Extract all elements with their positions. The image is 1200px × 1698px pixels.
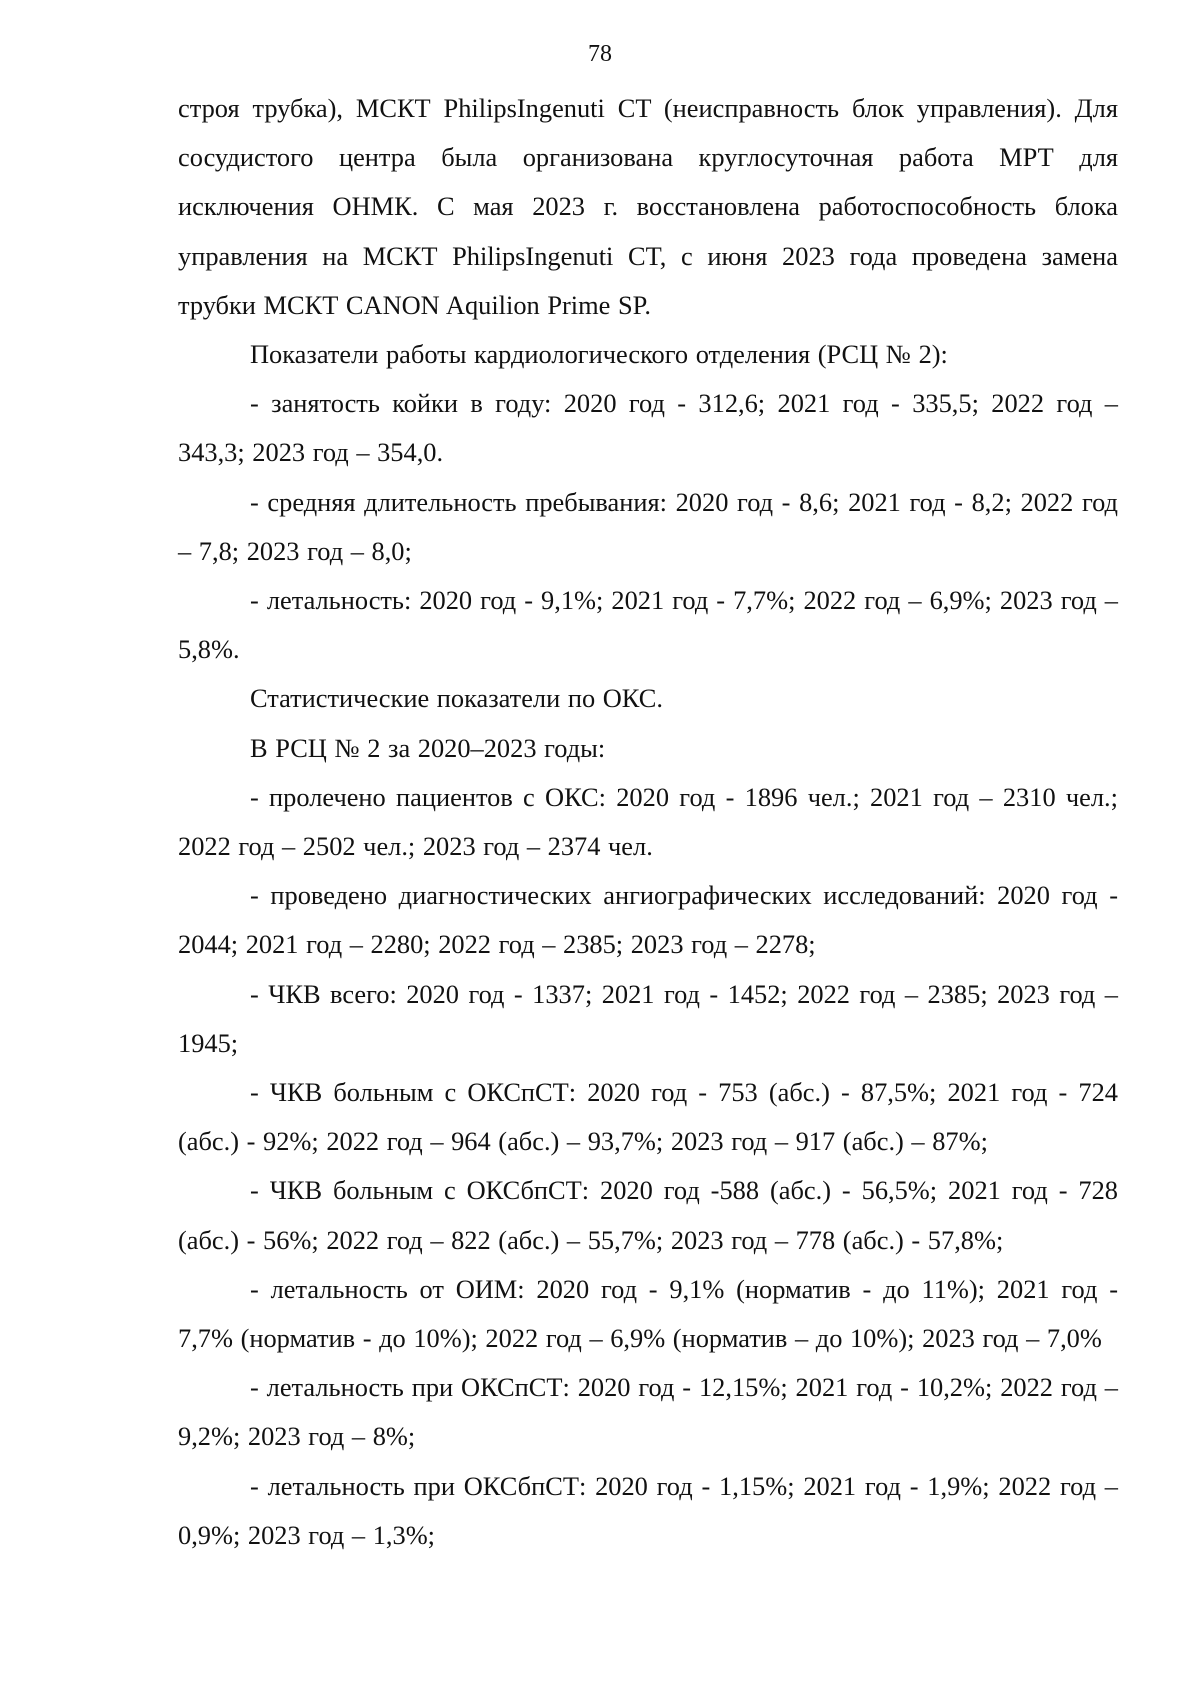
list-item: - пролечено пациентов с ОКС: 2020 год - 1896 чел.; 2021 год – 2310 чел.; 2022 год – 2502 чел.; 2023 год – 2374 чел.: [178, 781, 1118, 862]
paragraph: В РСЦ № 2 за 2020–2023 годы:: [250, 732, 606, 763]
list-item: - летальность: 2020 год - 9,1%; 2021 год - 7,7%; 2022 год – 6,9%; 2023 год – 5,8%.: [178, 585, 1118, 665]
section-heading: Показатели работы кардиологического отделения (РСЦ № 2):: [250, 339, 948, 370]
list-item: - летальность при ОКСбпСТ: 2020 год - 1,15%; 2021 год - 1,9%; 2022 год – 0,9%; 2023 год – 1,3%;: [178, 1470, 1118, 1550]
list-item: - летальность от ОИМ: 2020 год - 9,1% (норматив - до 11%); 2021 год - 7,7% (норматив - до 10%); 2022 год – 6,9% (норматив – до 10%); 2023 год – 7,0%: [178, 1273, 1118, 1354]
document-body: [178, 84, 1118, 1560]
list-item: - ЧКВ всего: 2020 год - 1337; 2021 год - 1452; 2022 год – 2385; 2023 год – 1945;: [178, 978, 1118, 1058]
page-number: 78: [588, 41, 612, 67]
section-heading: Статистические показатели по ОКС.: [250, 683, 663, 714]
list-item: - проведено диагностических ангиографических исследований: 2020 год - 2044; 2021 год – 2280; 2022 год – 2385; 2023 год – 2278;: [178, 880, 1118, 960]
list-item: - летальность при ОКСпСТ: 2020 год - 12,15%; 2021 год - 10,2%; 2022 год – 9,2%; 2023 год – 8%;: [178, 1372, 1118, 1452]
list-item: - занятость койки в году: 2020 год - 312,6; 2021 год - 335,5; 2022 год – 343,3; 2023 год – 354,0.: [178, 388, 1118, 468]
list-item: - ЧКВ больным с ОКСбпСТ: 2020 год -588 (абс.) - 56,5%; 2021 год - 728 (абс.) - 56%; 2022 год – 822 (абс.) – 55,7%; 2023 год – 778 (абс.) - 57,8%;: [178, 1175, 1118, 1255]
list-item: - ЧКВ больным с ОКСпСТ: 2020 год - 753 (абс.) - 87,5%; 2021 год - 724 (абс.) - 92%; 2022 год – 964 (абс.) – 93,7%; 2023 год – 917 (абс.) – 87%;: [178, 1077, 1118, 1157]
list-item: - средняя длительность пребывания: 2020 год - 8,6; 2021 год - 8,2; 2022 год – 7,8; 2023 год – 8,0;: [178, 486, 1118, 566]
paragraph: строя трубка), МСКТ PhilipsIngenuti CT (неисправность блок управления). Для сосудистого центра была организована круглосуточная работа МРТ для исключения ОНМК. С мая 2023 г. восстановлена работоспособность блока управления на МСКТ PhilipsIngenuti CT, с июня 2023 года проведена замена трубки МСКТ CANON Aquilion Prime SP.: [178, 93, 1118, 320]
